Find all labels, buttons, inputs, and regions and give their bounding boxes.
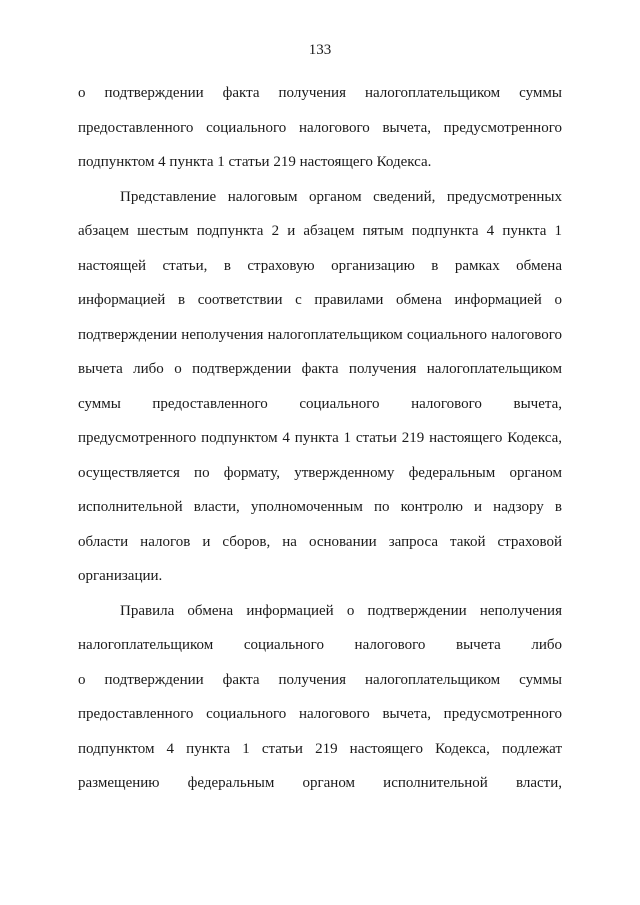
text-line: подпунктом 4 пункта 1 статьи 219 настоящего Кодекса, подлежат — [78, 740, 562, 757]
document-body — [78, 76, 562, 801]
text-line: вычета либо о подтверждении факта получения налогоплательщиком — [78, 361, 562, 377]
text-line: области налогов и сборов, на основании запроса такой страховой — [78, 533, 562, 550]
text-line: подпунктом 4 пункта 1 статьи 219 настоящего Кодекса. — [78, 154, 432, 170]
text-line: подтверждении неполучения налогоплательщиком социального налогового — [78, 326, 562, 343]
page-number: 133 — [308, 42, 332, 58]
text-line: информацией в соответствии с правилами обмена информацией о — [78, 292, 562, 308]
text-line: осуществляется по формату, утвержденному федеральным органом — [78, 464, 562, 481]
paragraph-2 — [78, 180, 562, 594]
text-line: Правила обмена информацией о подтверждении неполучения — [120, 602, 562, 619]
text-line: размещению федеральным органом исполнительной власти, — [78, 775, 562, 791]
text-line: организации. — [78, 568, 163, 584]
text-line: о подтверждении факта получения налогоплательщиком суммы — [78, 85, 562, 101]
text-line: суммы предоставленного социального налогового вычета, — [78, 395, 562, 412]
paragraph-1 — [78, 76, 562, 180]
text-line: предоставленного социального налогового вычета, предусмотренного — [78, 706, 562, 722]
text-line: настоящей статьи, в страховую организацию в рамках обмена — [78, 257, 562, 274]
text-line: налогоплательщиком социального налогового вычета либо — [78, 637, 562, 653]
text-line: исполнительной власти, уполномоченным по контролю и надзору в — [78, 499, 562, 515]
text-line: Представление налоговым органом сведений, предусмотренных — [120, 188, 562, 205]
text-line: абзацем шестым подпункта 2 и абзацем пятым подпункта 4 пункта 1 — [78, 223, 562, 239]
text-line: предусмотренного подпунктом 4 пункта 1 статьи 219 настоящего Кодекса, — [78, 430, 562, 446]
paragraph-3 — [78, 594, 562, 801]
text-line: о подтверждении факта получения налогоплательщиком суммы — [78, 671, 562, 688]
text-line: предоставленного социального налогового вычета, предусмотренного — [78, 119, 562, 136]
